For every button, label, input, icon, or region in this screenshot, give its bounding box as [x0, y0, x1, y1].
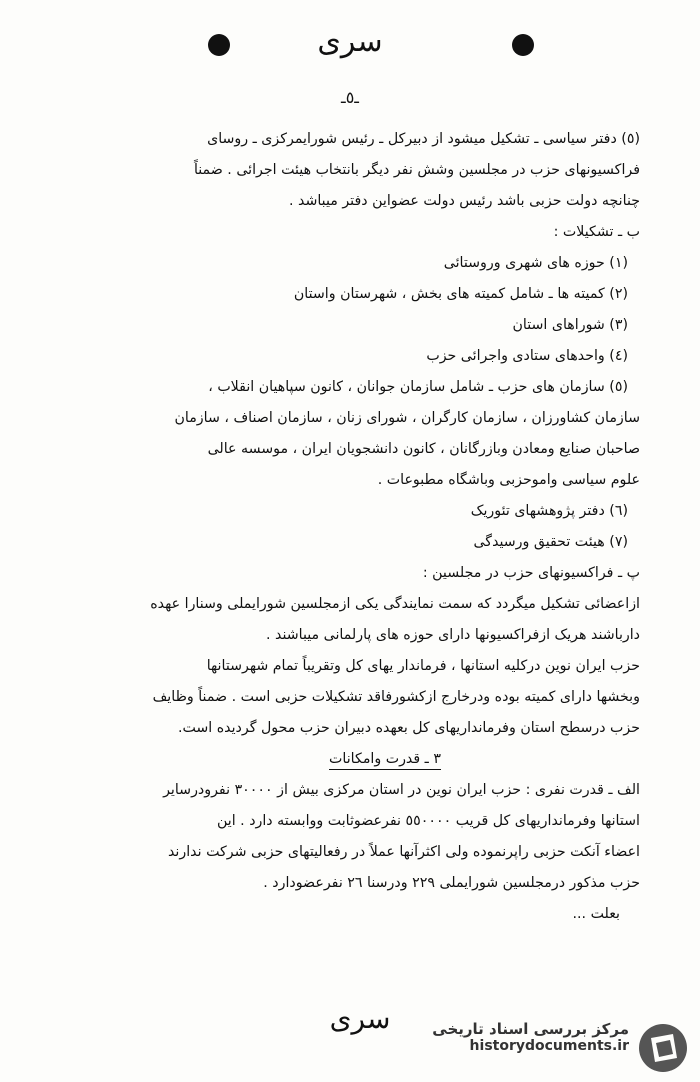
text-line: (٥) دفتر سیاسی ـ تشکیل میشود از دبیرکل ـ رئیس شورایمرکزی ـ روسای [207, 131, 640, 147]
text-line: حزب درسطح استان وفرمانداریهای کل بعهده دبیران حزب محول گردیده است. [177, 720, 640, 736]
text-line: علوم سیاسی واموحزبی وباشگاه مطبوعات . [377, 472, 640, 488]
watermark-url: historydocuments.ir [469, 1038, 629, 1054]
text-line: دارباشند هریک ازفراکسیونها دارای حوزه های پارلمانی میباشند . [265, 627, 640, 643]
punch-hole-icon [208, 34, 230, 56]
text-line: حزب مذکور درمجلسین شورایملی ٢٢٩ ودرسنا ٢٦ نفرعضودارد . [263, 875, 640, 891]
text-line: چنانچه دولت حزبی باشد رئیس دولت عضواین دفتر میباشد . [289, 193, 640, 209]
history-documents-logo-icon [637, 1022, 689, 1074]
punch-hole-icon [512, 34, 534, 56]
section-heading: ب ـ تشکیلات : [553, 224, 640, 240]
watermark-text-block [432, 1020, 629, 1054]
text-line: استانها وفرمانداریهای کل قریب ٥٥٠٠٠٠ نفرعضوثابت ووابسته دارد . این [216, 813, 640, 829]
list-item: (٥) سازمان های حزب ـ شامل سازمان جوانان ، کانون سپاهیان انقلاب ، [208, 379, 628, 395]
text-line: وبخشها دارای کمیته بوده ودرخارج ازکشورفاقد تشکیلات حزبی است . ضمناً وظایف [152, 689, 640, 705]
watermark-org-name: مرکز بررسی اسناد تاریخی [432, 1020, 629, 1038]
text-line: فراکسیونهای حزب در مجلسین وشش نفر دیگر بانتخاب هیئت اجرائی . ضمناً [193, 162, 640, 178]
list-item: (٢) کمیته ها ـ شامل کمیته های بخش ، شهرستان واستان [293, 286, 628, 302]
list-item: (٤) واحدهای ستادی واجرائی حزب [426, 348, 628, 364]
text-line: سازمان کشاورزان ، سازمان کارگران ، شورای زنان ، سازمان اصناف ، سازمان [174, 410, 640, 426]
section-heading: پ ـ فراکسیونهای حزب در مجلسین : [422, 565, 640, 581]
text-line: صاحبان صنایع ومعادن وبازرگانان ، کانون دانشجویان ایران ، موسسه عالی [207, 441, 640, 457]
list-item: (٣) شوراهای استان [512, 317, 628, 333]
section-heading-underlined: ٣ ـ قدرت وامکانات [329, 751, 441, 770]
continuation-note: بعلت ... [572, 906, 620, 922]
watermark [408, 1020, 693, 1076]
section-heading [50, 744, 640, 775]
text-line: حزب ایران نوین درکلیه استانها ، فرماندار یهای کل وتقریباً تمام شهرستانها [206, 658, 640, 674]
list-item: (٦) دفتر پژوهشهای تئوریک [470, 503, 628, 519]
document-body [50, 124, 640, 930]
footer-classification-title: سری [329, 1002, 391, 1035]
text-line: اعضاء آنکت حزبی راپرنموده ولی اکثرآنها عملاً در رفعالیتهای حزبی شرکت ندارند [167, 844, 640, 860]
classification-title: سری [317, 24, 383, 59]
page-header [0, 20, 700, 70]
text-line: ازاعضائی تشکیل میگردد که سمت نمایندگی یکی ازمجلسین شورایملی وسنارا عهده [150, 596, 640, 612]
list-item: (٧) هیئت تحقیق ورسیدگی [473, 534, 628, 550]
text-line: الف ـ قدرت نفری : حزب ایران نوین در استان مرکزی بیش از ٣٠٠٠٠ نفرودرسایر [163, 782, 640, 798]
list-item: (١) حوزه های شهری وروستائی [443, 255, 628, 271]
page-number: ـ٥ـ [341, 88, 359, 107]
